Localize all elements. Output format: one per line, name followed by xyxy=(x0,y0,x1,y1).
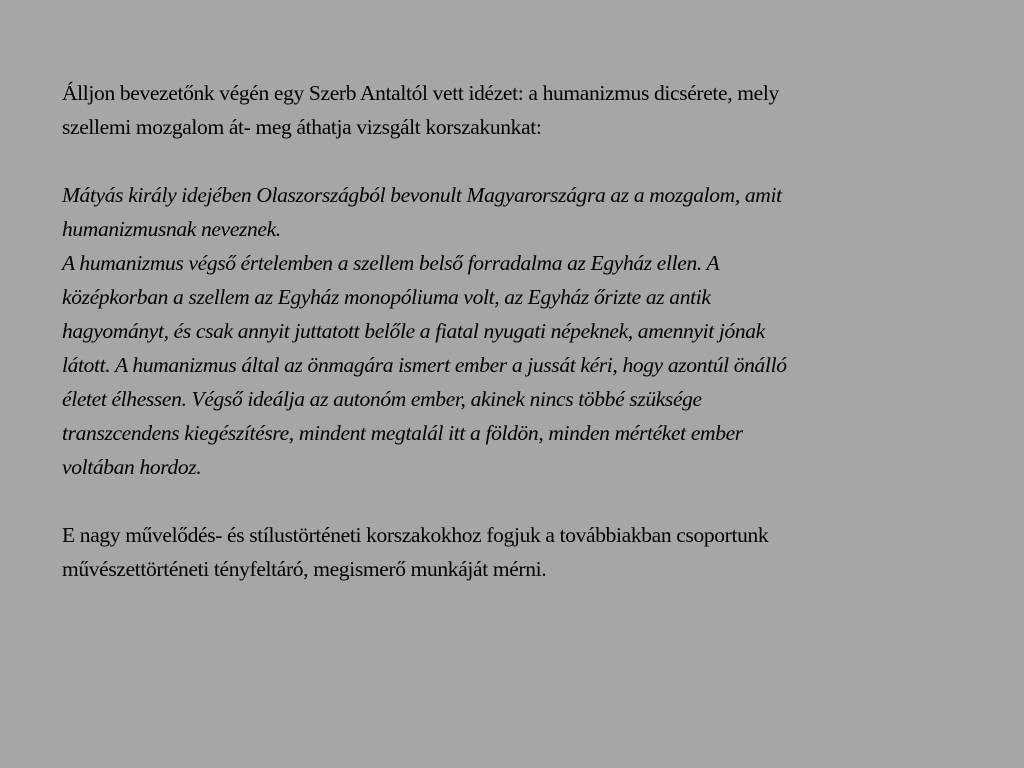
closing-paragraph: E nagy művelődés- és stílustörténeti korszakokhoz fogjuk a továbbiakban csoportunk művészettörténeti tényfeltáró, megismerő munkáját mérni. xyxy=(62,523,769,581)
quote-paragraph-2: A humanizmus végső értelemben a szellem belső forradalma az Egyház ellen. A középkorban a szellem az Egyház monopóliuma volt, az Egyház őrizte az antik hagyományt, és csak annyit juttatott belőle a fiatal nyugati népeknek, amennyit jónak látott. A humanizmus által az önmagára ismert ember a jussát kéri, hogy azontúl önálló életet élhessen. Végső ideálja az autonóm ember, akinek nincs többé szüksége transzcendens kiegészítésre, mindent megtalál itt a földön, minden mértéket ember voltában hordoz. xyxy=(62,251,787,479)
intro-paragraph: Álljon bevezetőnk végén egy Szerb Antaltól vett idézet: a humanizmus dicsérete, mely szellemi mozgalom át- meg áthatja vizsgált korszakunkat: xyxy=(62,81,779,139)
slide-text-body xyxy=(62,76,972,586)
paragraph-spacer xyxy=(62,484,972,518)
quote-paragraph-1: Mátyás király idejében Olaszországból bevonult Magyarországra az a mozgalom, amit humanizmusnak neveznek. xyxy=(62,183,782,241)
paragraph-spacer xyxy=(62,144,972,178)
